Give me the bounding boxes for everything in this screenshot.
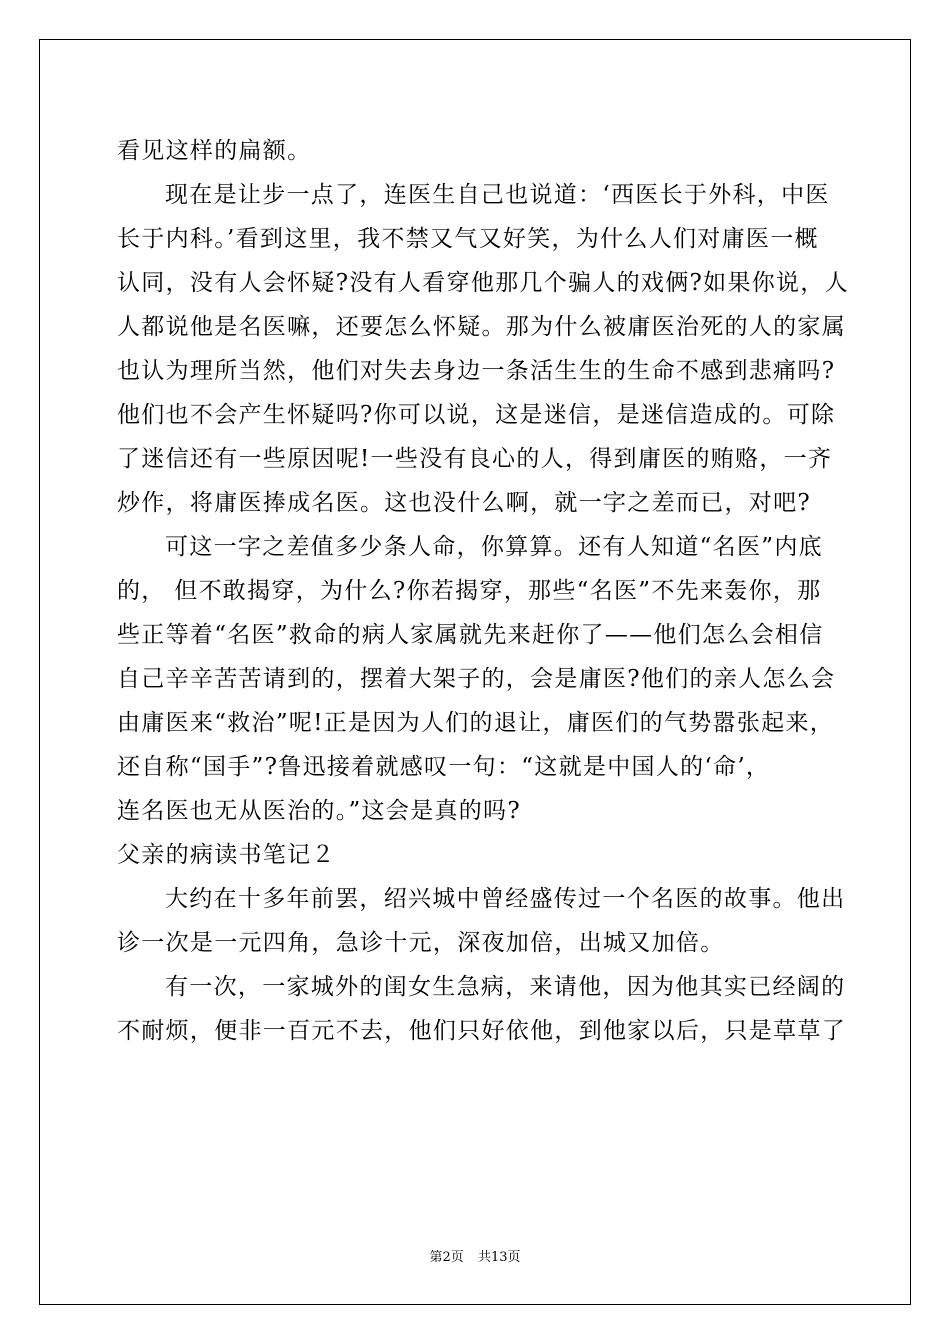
text-line: 的， 但不敢揭穿，为什么?你若揭穿，那些“名医”不先来轰你，那	[117, 578, 822, 604]
text-line: 诊一次是一元四角，急诊十元，深夜加倍，出城又加倍。	[117, 930, 725, 956]
text-line: 有一次，一家城外的闺女生急病，来请他，因为他其实已经阔的	[165, 974, 846, 1000]
text-line: 自己辛辛苦苦请到的，摆着大架子的，会是庸医?他们的亲人怎么会	[117, 666, 836, 692]
document-body	[117, 129, 849, 1053]
text-line: 了迷信还有一些原因呢!一些没有良心的人，得到庸医的贿赂，一齐	[117, 446, 833, 472]
section-heading: 父亲的病读书笔记２	[117, 842, 336, 868]
page-footer	[0, 1250, 950, 1266]
text-line: 些正等着“名医”救命的病人家属就先来赶你了——他们怎么会相信	[117, 622, 824, 648]
text-line: 长于内科。’看到这里，我不禁又气又好笑，为什么人们对庸医一概	[117, 226, 819, 252]
text-line: 他们也不会产生怀疑吗?你可以说，这是迷信，是迷信造成的。可除	[117, 402, 836, 428]
text-line: 人都说他是名医嘛，还要怎么怀疑。那为什么被庸医治死的人的家属	[117, 314, 846, 340]
text-line: 现在是让步一点了，连医生自己也说道：‘西医长于外科，中医	[165, 182, 830, 208]
page-number: 第2页	[429, 1250, 464, 1265]
text-line: 还自称“国手”?鲁迅接着就感叹一句：“这就是中国人的‘命’，	[117, 754, 771, 780]
text-line: 炒作，将庸医捧成名医。这也没什么啊，就一字之差而已，对吧?	[117, 490, 812, 516]
text-line: 看见这样的扁额。	[117, 138, 312, 164]
page-total: 共13页	[477, 1250, 521, 1265]
text-line: 可这一字之差值多少条人命，你算算。还有人知道“名医”内底	[165, 534, 823, 560]
text-line: 不耐烦，便非一百元不去，他们只好依他，到他家以后，只是草草了	[117, 1018, 846, 1044]
text-line: 认同，没有人会怀疑?没有人看穿他那几个骗人的戏俩?如果你说，人	[117, 270, 849, 296]
text-line: 大约在十多年前罢，绍兴城中曾经盛传过一个名医的故事。他出	[165, 886, 846, 912]
text-line: 也认为理所当然，他们对失去身边一条活生生的生命不感到悲痛吗?	[117, 358, 836, 384]
text-line: 连名医也无从医治的。”这会是真的吗?	[117, 798, 521, 824]
text-line: 由庸医来“救治”呢!正是因为人们的退让，庸医们的气势嚣张起来，	[117, 710, 835, 736]
